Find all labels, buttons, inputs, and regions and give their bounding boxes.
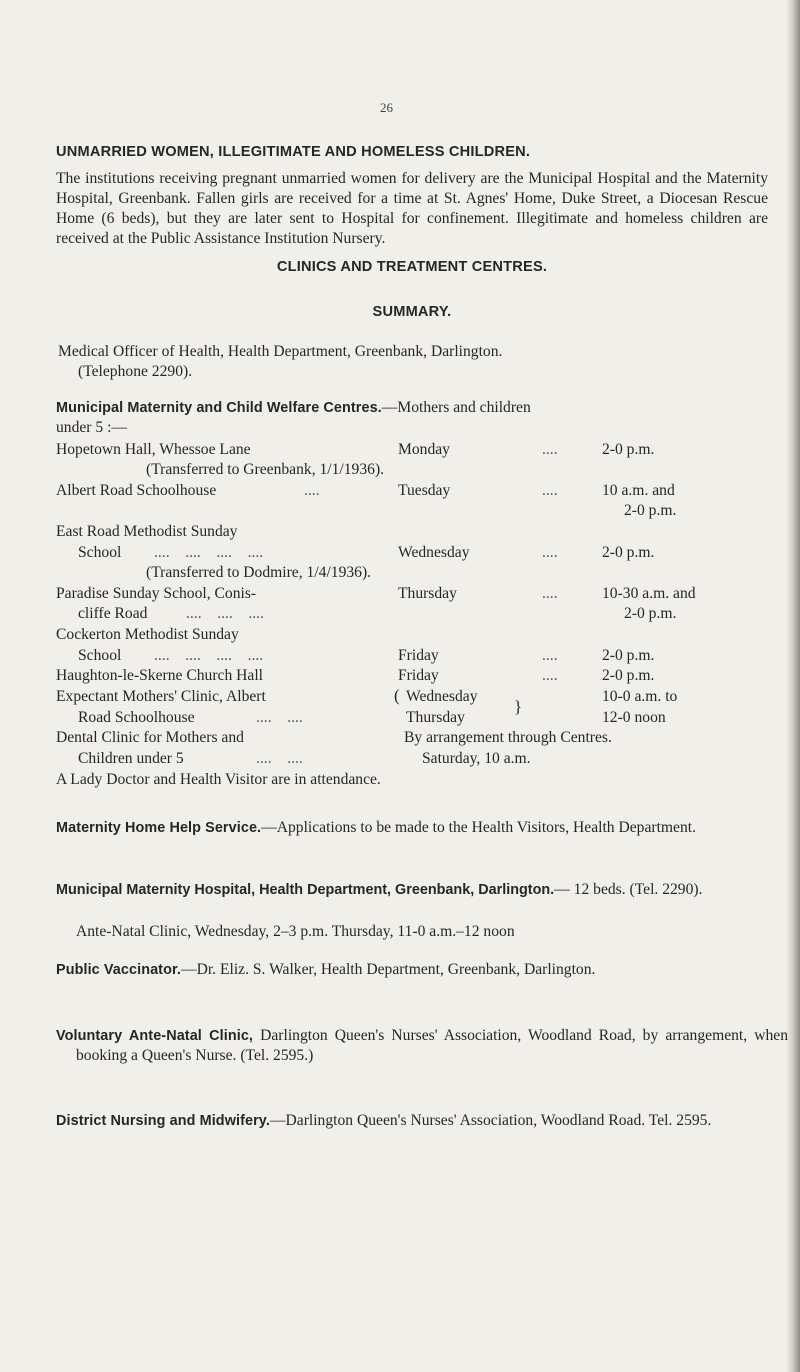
centre-time-2: 2-0 p.m. bbox=[624, 605, 677, 622]
page-number: 26 bbox=[380, 100, 393, 115]
welfare-closing: A Lady Doctor and Health Visitor are in attendance. bbox=[56, 771, 381, 788]
leader-dots: .... .... bbox=[256, 709, 303, 726]
leader-dots: .... bbox=[304, 482, 320, 499]
right-brace: } bbox=[514, 697, 523, 716]
centre-day: Tuesday bbox=[398, 482, 451, 499]
antenatal-run-in: Voluntary Ante-Natal Clinic, bbox=[56, 1028, 254, 1044]
hospital-entry bbox=[56, 880, 788, 900]
welfare-intro-line2: under 5 :— bbox=[56, 419, 128, 436]
district-text: —Darlington Queen's Nurses' Association, Woodland Road. Tel. 2595. bbox=[269, 1112, 712, 1129]
centre-note: (Transferred to Greenbank, 1/1/1936). bbox=[146, 461, 385, 478]
centre-place: Haughton-le-Skerne Church Hall bbox=[56, 667, 263, 684]
centre-place-2: cliffe Road bbox=[78, 605, 148, 622]
hospital-text: — 12 beds. (Tel. 2290). bbox=[554, 881, 703, 898]
centre-day: By arrangement through Centres. bbox=[404, 729, 612, 746]
centre-place: Albert Road Schoolhouse bbox=[56, 482, 217, 499]
paragraph-unmarried-women: The institutions receiving pregnant unmarried women for delivery are the Municipal Hospital and the Maternity Hospital, Greenbank. Fallen girls are received for a time at St. Agnes' Home, Duke Street, a Diocesan Rescue Home (6 beds), but they are later sent to Hospital for confinement. Illegitimate and homeless children are received at the Public Assistance Institution Nursery. bbox=[56, 170, 768, 247]
centre-place: East Road Methodist Sunday bbox=[56, 523, 238, 540]
centre-day: Friday bbox=[398, 667, 439, 684]
moh-line-2: (Telephone 2290). bbox=[78, 363, 193, 380]
centre-day: Wednesday bbox=[398, 544, 470, 561]
centre-day: Thursday bbox=[398, 585, 457, 602]
leader-dots: .... bbox=[542, 585, 558, 602]
centre-place: Paradise Sunday School, Conis- bbox=[56, 585, 257, 602]
vaccinator-text: —Dr. Eliz. S. Walker, Health Department, Greenbank, Darlington. bbox=[180, 961, 596, 978]
centre-place-2: Road Schoolhouse bbox=[78, 709, 195, 726]
district-entry bbox=[56, 1111, 788, 1131]
centre-day: Monday bbox=[398, 441, 450, 458]
centre-time: 10 a.m. and bbox=[602, 482, 675, 499]
centre-place-2: School bbox=[78, 544, 122, 561]
vaccinator-run-in: Public Vaccinator. bbox=[56, 962, 181, 978]
centre-place: Dental Clinic for Mothers and bbox=[56, 729, 244, 746]
centre-place: Hopetown Hall, Whessoe Lane bbox=[56, 441, 251, 458]
centre-place: Cockerton Methodist Sunday bbox=[56, 626, 239, 643]
leader-dots: .... bbox=[542, 441, 558, 458]
heading-unmarried-women: UNMARRIED WOMEN, ILLEGITIMATE AND HOMELESS CHILDREN. bbox=[56, 144, 531, 160]
page-edge-shadow bbox=[787, 0, 800, 1372]
leader-dots: .... .... bbox=[256, 750, 303, 767]
welfare-run-in: Municipal Maternity and Child Welfare Centres. bbox=[56, 400, 382, 416]
heading-summary: SUMMARY. bbox=[372, 304, 452, 320]
centre-time: 2-0 p.m. bbox=[602, 667, 655, 684]
centre-time-2: 2-0 p.m. bbox=[624, 502, 677, 519]
leader-dots: .... bbox=[542, 482, 558, 499]
leader-dots: .... .... .... bbox=[186, 605, 264, 622]
centre-day-2: Thursday bbox=[406, 709, 465, 726]
centre-place-2: School bbox=[78, 647, 122, 664]
leader-dots: .... bbox=[542, 647, 558, 664]
centre-time: 2-0 p.m. bbox=[602, 647, 655, 664]
home-help-text: —Applications to be made to the Health Visitors, Health Department. bbox=[261, 819, 697, 836]
centre-note: (Transferred to Dodmire, 1/4/1936). bbox=[146, 564, 372, 581]
vaccinator-entry bbox=[56, 960, 788, 980]
centre-day-2: Saturday, 10 a.m. bbox=[422, 750, 531, 767]
heading-clinics: CLINICS AND TREATMENT CENTRES. bbox=[276, 259, 548, 275]
leader-dots: .... .... .... .... bbox=[154, 544, 264, 561]
centre-time: 10-0 a.m. to bbox=[602, 688, 678, 705]
leader-dots: .... .... .... .... bbox=[154, 647, 264, 664]
district-run-in: District Nursing and Midwifery. bbox=[56, 1113, 270, 1129]
leader-dots: .... bbox=[542, 544, 558, 561]
centre-day: Wednesday bbox=[406, 688, 478, 705]
centre-time: 2-0 p.m. bbox=[602, 441, 655, 458]
moh-line-1: Medical Officer of Health, Health Department, Greenbank, Darlington. bbox=[58, 343, 503, 360]
antenatal-entry bbox=[56, 1026, 788, 1066]
centre-place: Expectant Mothers' Clinic, Albert bbox=[56, 688, 266, 705]
welfare-intro-rest: —Mothers and children bbox=[381, 399, 531, 416]
antenatal-text: Darlington Queen's Nurses' Association, Woodland Road, by arrangement, when booking a Queen's Nurse. (Tel. 2595.) bbox=[76, 1027, 788, 1064]
centre-place-2: Children under 5 bbox=[78, 750, 184, 767]
home-help-run-in: Maternity Home Help Service. bbox=[56, 820, 262, 836]
home-help-entry bbox=[56, 818, 788, 838]
leader-dots: .... bbox=[542, 667, 558, 684]
hospital-antenatal-line: Ante-Natal Clinic, Wednesday, 2–3 p.m. Thursday, 11-0 a.m.–12 noon bbox=[76, 923, 515, 940]
hospital-run-in: Municipal Maternity Hospital, Health Department, Greenbank, Darlington. bbox=[56, 882, 555, 898]
welfare-intro bbox=[56, 398, 531, 418]
centre-time: 2-0 p.m. bbox=[602, 544, 655, 561]
centre-day: Friday bbox=[398, 647, 439, 664]
centre-time-2: 12-0 noon bbox=[602, 709, 666, 726]
centre-time: 10-30 a.m. and bbox=[602, 585, 696, 602]
left-brace: ( bbox=[394, 686, 400, 705]
